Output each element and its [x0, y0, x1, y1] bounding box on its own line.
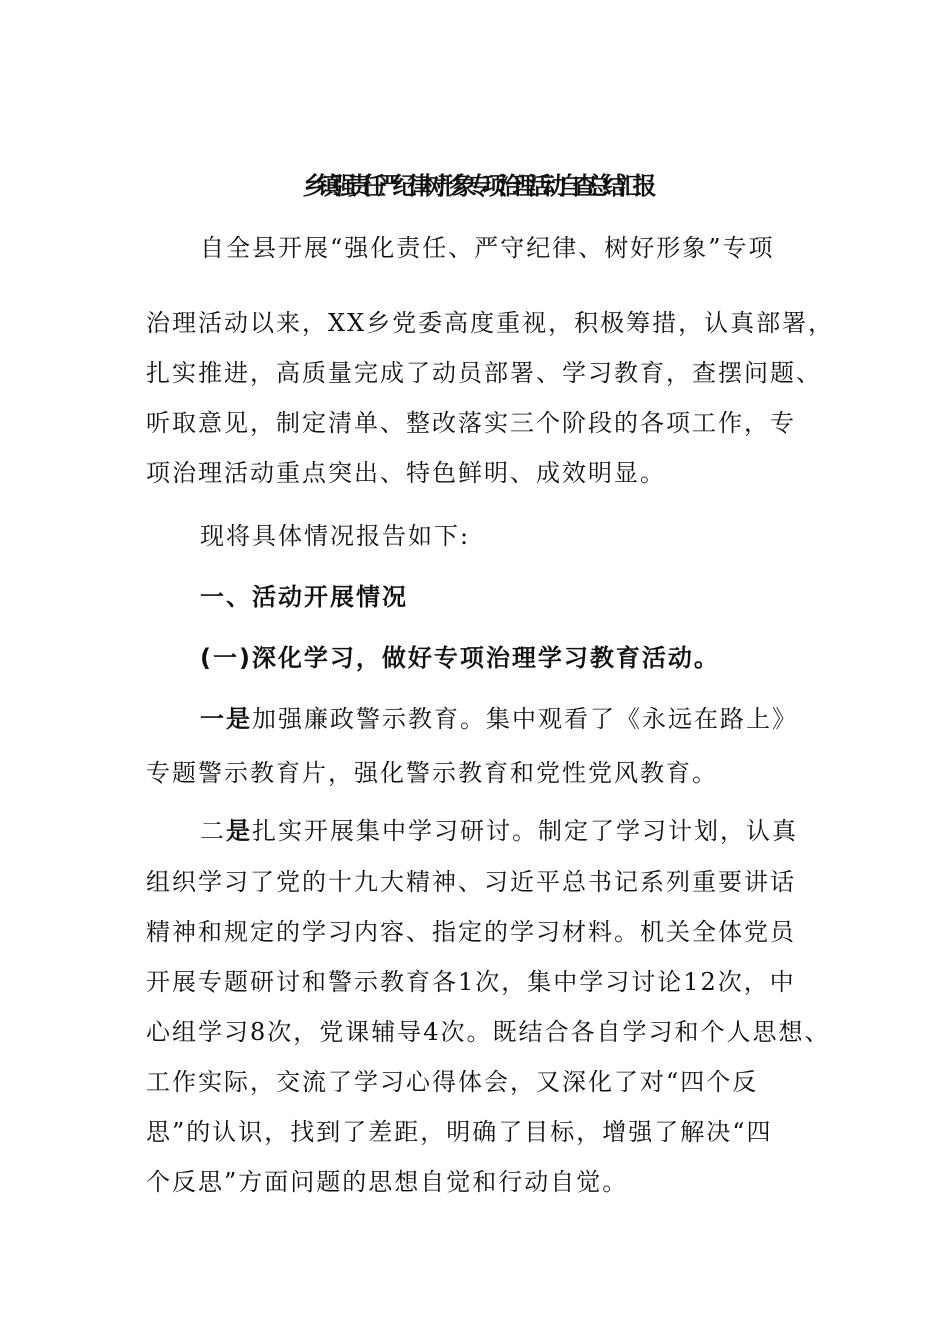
item2-text: 扎实开展集中学习研讨。制定了学习计划，认真 — [252, 817, 798, 845]
intro-line-4: 听取意见，制定清单、整改落实三个阶段的各项工作，专 — [146, 409, 796, 437]
sub-heading: (一)深化学习，做好专项治理学习教育活动。 — [200, 644, 720, 672]
item1-lead: 一是 — [200, 705, 252, 733]
report-line: 现将具体情况报告如下: — [200, 522, 471, 550]
item1-text: 加强廉政警示教育。集中观看了《永远在路上》 — [252, 705, 798, 733]
section-heading: 一、活动开展情况 — [200, 583, 408, 611]
item2-line-3: 精神和规定的学习内容、指定的学习材料。机关全体党员 — [146, 918, 796, 946]
intro-line-1: 自全县开展“强化责任、严守纪律、树好形象”专项 — [200, 234, 775, 262]
item2-line-6: 工作实际，交流了学习心得体会，又深化了对“四个反 — [146, 1068, 759, 1096]
item2-lead-prefix: 二 — [200, 817, 226, 845]
intro-line-3: 扎实推进，高质量完成了动员部署、学习教育，查摆问题、 — [146, 359, 822, 387]
item2-line-1 — [200, 811, 798, 851]
item2-line-2: 组织学习了党的十九大精神、习近平总书记系列重要讲话 — [146, 868, 796, 896]
item2-line-8: 个反思”方面问题的思想自觉和行动自觉。 — [146, 1168, 629, 1196]
item2-line-5: 心组学习8次，党课辅导4次。既结合各自学习和个人思想、 — [146, 1018, 831, 1046]
document-title: 乡镇强责任严纪律树形象专项治理活动自查总结汇报 — [302, 172, 648, 200]
item2-line-4: 开展专题研讨和警示教育各1次，集中学习讨论12次，中 — [146, 968, 796, 996]
item1-line-1 — [200, 699, 798, 739]
intro-line-5: 项治理活动重点突出、特色鲜明、成效明显。 — [146, 459, 666, 487]
item2-lead-suffix: 是 — [226, 817, 252, 845]
item1-line-2: 专题警示教育片，强化警示教育和党性党风教育。 — [146, 759, 718, 787]
intro-line-2: 治理活动以来，XX乡党委高度重视，积极筹措，认真部署， — [146, 309, 835, 337]
item2-line-7: 思”的认识，找到了差距，明确了目标，增强了解决“四 — [146, 1118, 773, 1146]
